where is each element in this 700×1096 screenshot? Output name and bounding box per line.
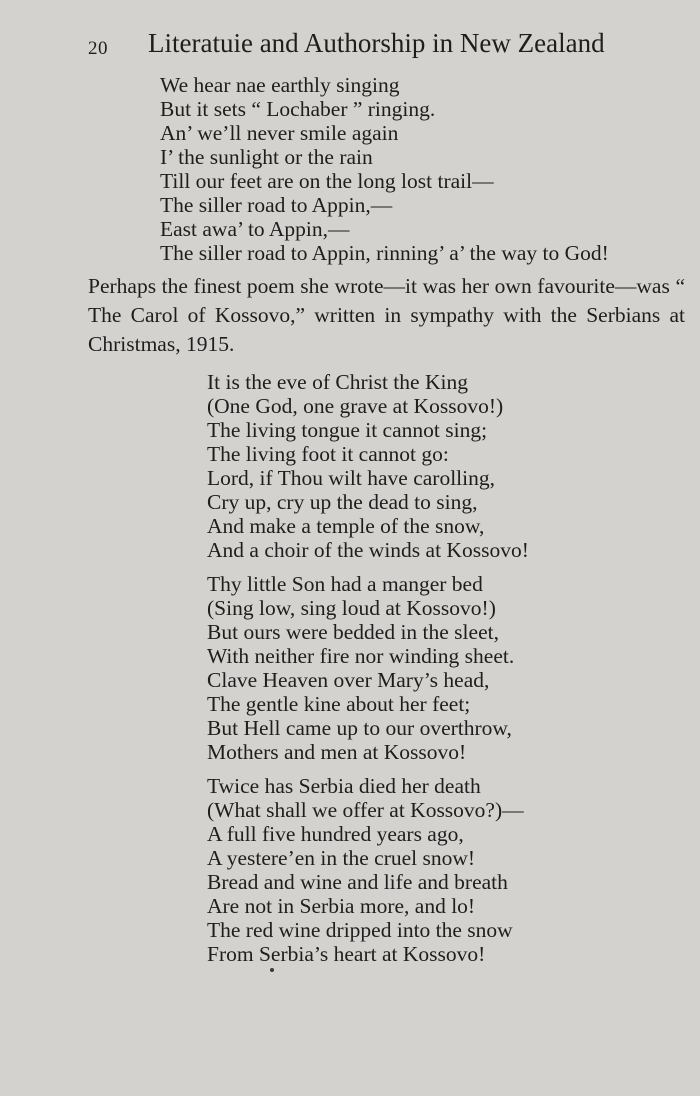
poem-line: Thy little Son had a manger bed — [207, 572, 483, 596]
page-number: 20 — [88, 38, 108, 59]
poem-line: Clave Heaven over Mary’s head, — [207, 668, 490, 692]
poem-line: (Sing low, sing loud at Kossovo!) — [207, 596, 496, 620]
verse-line: But it sets “ Lochaber ” ringing. — [160, 97, 436, 121]
verse-line: An’ we’ll never smile again — [160, 121, 399, 145]
poem-line: The gentle kine about her feet; — [207, 692, 471, 716]
poem-line: Are not in Serbia more, and lo! — [207, 894, 476, 918]
poem-line: But Hell came up to our overthrow, — [207, 716, 512, 740]
poem-stanza — [207, 572, 514, 764]
poem-line: A yestere’en in the cruel snow! — [207, 846, 476, 870]
poem-line: The living foot it cannot go: — [207, 442, 449, 466]
poem-line: Mothers and men at Kossovo! — [207, 740, 467, 764]
quoted-verse — [160, 73, 609, 265]
poem-line: The living tongue it cannot sing; — [207, 418, 488, 442]
verse-line: East awa’ to Appin,— — [160, 217, 350, 241]
verse-line: The siller road to Appin, rinning’ a’ the way to God! — [160, 241, 609, 265]
poem-line: It is the eve of Christ the King — [207, 370, 468, 394]
poem-line: And make a temple of the snow, — [207, 514, 485, 538]
poem-line: The red wine dripped into the snow — [207, 918, 513, 942]
poem-line: (One God, one grave at Kossovo!) — [207, 394, 504, 418]
poem-line: Lord, if Thou wilt have carolling, — [207, 466, 495, 490]
ink-speck — [270, 968, 274, 972]
page-header — [86, 26, 646, 66]
verse-line: The siller road to Appin,— — [160, 193, 393, 217]
poem-line: But ours were bedded in the sleet, — [207, 620, 499, 644]
verse-line: I’ the sunlight or the rain — [160, 145, 373, 169]
poem-line: A full five hundred years ago, — [207, 822, 464, 846]
running-title: Literatuie and Authorship in New Zealand — [148, 28, 605, 58]
poem-line: Twice has Serbia died her death — [207, 774, 481, 798]
prose-paragraph: Perhaps the finest poem she wrote—it was her own favourite—was “ The Carol of Kossovo,” written in sympathy with the Serbians at Christmas, 1915. — [88, 274, 685, 356]
poem-line: (What shall we offer at Kossovo?)— — [207, 798, 524, 822]
poem-line: Bread and wine and life and breath — [207, 870, 508, 894]
poem-line: With neither fire nor winding sheet. — [207, 644, 515, 668]
poem-stanza — [207, 774, 524, 966]
poem-line: And a choir of the winds at Kossovo! — [207, 538, 529, 562]
poem-line: From Serbia’s heart at Kossovo! — [207, 942, 486, 966]
poem-line: Cry up, cry up the dead to sing, — [207, 490, 478, 514]
verse-line: We hear nae earthly singing — [160, 73, 400, 97]
verse-line: Till our feet are on the long lost trail— — [160, 169, 494, 193]
poem-stanza — [207, 370, 529, 562]
